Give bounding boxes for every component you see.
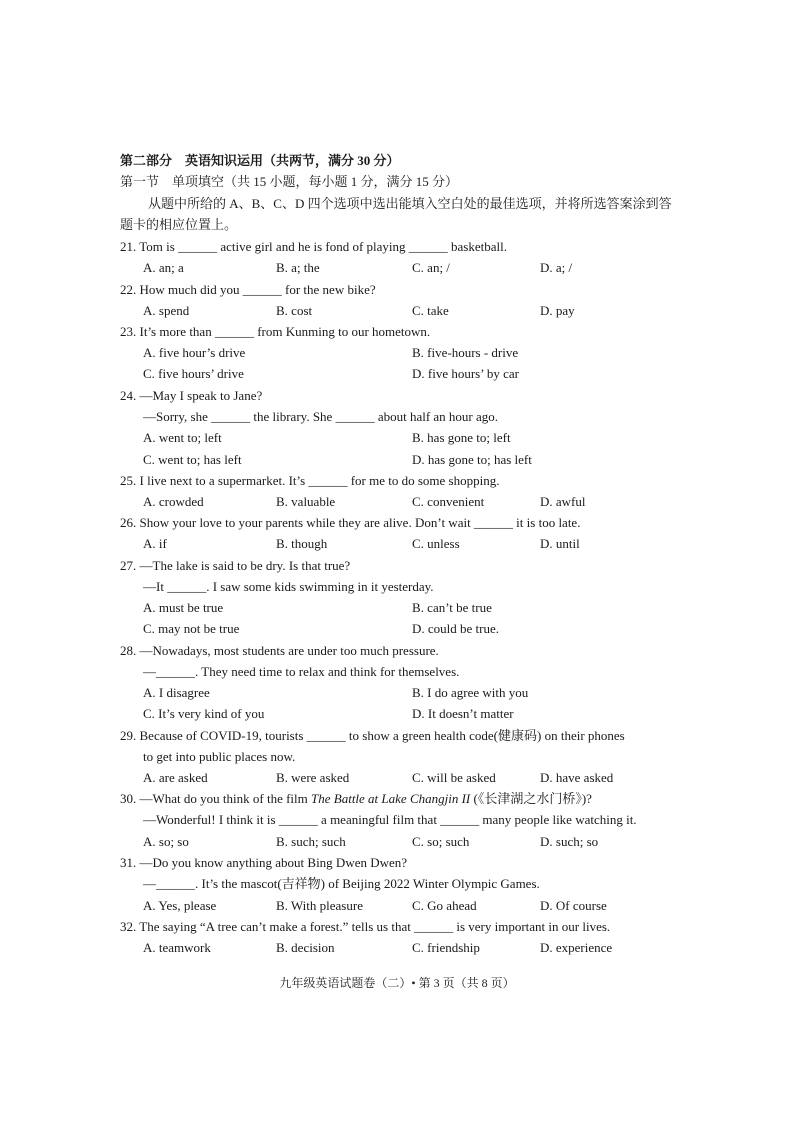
question-27-stem: 27. —The lake is said to be dry. Is that true? bbox=[120, 558, 351, 573]
q30-option-a: A. so; so bbox=[143, 834, 189, 849]
question-29-stem: 29. Because of COVID-19, tourists ______ to show a green health code(健康码) on their phones bbox=[120, 728, 625, 743]
q24-option-c: C. went to; has left bbox=[143, 452, 242, 467]
q28-option-d: D. It doesn’t matter bbox=[412, 706, 514, 721]
q21-option-b: B. a; the bbox=[276, 260, 320, 275]
q22-option-a: A. spend bbox=[143, 303, 190, 318]
q23-option-b: B. five-hours - drive bbox=[412, 345, 519, 360]
q27-option-b: B. can’t be true bbox=[412, 600, 492, 615]
q32-option-d: D. experience bbox=[540, 940, 613, 955]
q26-option-b: B. though bbox=[276, 536, 328, 551]
q32-option-b: B. decision bbox=[276, 940, 335, 955]
q25-option-d: D. awful bbox=[540, 494, 586, 509]
question-30-stem-line2: —Wonderful! I think it is ______ a meaningful film that ______ many people like watching it. bbox=[143, 812, 637, 827]
q24-option-a: A. went to; left bbox=[143, 430, 222, 445]
q21-option-d: D. a; / bbox=[540, 260, 573, 275]
question-29-stem-line2: to get into public places now. bbox=[143, 749, 296, 764]
q22-option-c: C. take bbox=[412, 303, 449, 318]
subsection-title: 第一节 单项填空（共 15 小题，每小题 1 分，满分 15 分） bbox=[120, 174, 459, 189]
question-24-stem-line2: —Sorry, she ______ the library. She ______ about half an hour ago. bbox=[143, 409, 499, 424]
page-footer: 九年级英语试题卷（二）• 第 3 页（共 8 页） bbox=[279, 976, 515, 990]
q21-option-a: A. an; a bbox=[143, 260, 184, 275]
question-31-stem: 31. —Do you know anything about Bing Dwen Dwen? bbox=[120, 855, 408, 870]
question-30-stem bbox=[120, 791, 592, 807]
q32-option-c: C. friendship bbox=[412, 940, 480, 955]
q23-option-c: C. five hours’ drive bbox=[143, 366, 244, 381]
q29-option-b: B. were asked bbox=[276, 770, 350, 785]
q29-option-a: A. are asked bbox=[143, 770, 208, 785]
q25-option-a: A. crowded bbox=[143, 494, 204, 509]
question-25-stem: 25. I live next to a supermarket. It’s ______ for me to do some shopping. bbox=[120, 473, 500, 488]
q30-option-b: B. such; such bbox=[276, 834, 346, 849]
q25-option-c: C. convenient bbox=[412, 494, 485, 509]
q31-option-d: D. Of course bbox=[540, 898, 607, 913]
q28-option-c: C. It’s very kind of you bbox=[143, 706, 265, 721]
film-title: The Battle at Lake Changjin II bbox=[311, 791, 471, 806]
q30-option-d: D. such; so bbox=[540, 834, 599, 849]
question-22-stem: 22. How much did you ______ for the new bike? bbox=[120, 282, 376, 297]
q31-option-c: C. Go ahead bbox=[412, 898, 477, 913]
q26-option-c: C. unless bbox=[412, 536, 460, 551]
q30-option-c: C. so; such bbox=[412, 834, 470, 849]
q21-option-c: C. an; / bbox=[412, 260, 450, 275]
question-30-stem-pre: 30. —What do you think of the film bbox=[120, 791, 312, 806]
q24-option-d: D. has gone to; has left bbox=[412, 452, 532, 467]
q27-option-c: C. may not be true bbox=[143, 621, 240, 636]
q26-option-d: D. until bbox=[540, 536, 580, 551]
question-23-stem: 23. It’s more than ______ from Kunming to our hometown. bbox=[120, 324, 431, 339]
q29-option-c: C. will be asked bbox=[412, 770, 496, 785]
question-28-stem: 28. —Nowadays, most students are under too much pressure. bbox=[120, 643, 439, 658]
question-26-stem: 26. Show your love to your parents while they are alive. Don’t wait ______ it is too late. bbox=[120, 515, 581, 530]
instructions: 从题中所给的 A、B、C、D 四个选项中选出能填入空白处的最佳选项，并将所选答案涂到答题卡的相应位置上。 bbox=[120, 196, 672, 232]
q22-option-d: D. pay bbox=[540, 303, 575, 318]
question-27-stem-line2: —It ______. I saw some kids swimming in it yesterday. bbox=[143, 579, 434, 594]
q28-option-a: A. I disagree bbox=[143, 685, 210, 700]
q31-option-a: A. Yes, please bbox=[143, 898, 217, 913]
q26-option-a: A. if bbox=[143, 536, 167, 551]
q27-option-d: D. could be true. bbox=[412, 621, 500, 636]
q27-option-a: A. must be true bbox=[143, 600, 224, 615]
q22-option-b: B. cost bbox=[276, 303, 313, 318]
q31-option-b: B. With pleasure bbox=[276, 898, 363, 913]
q23-option-a: A. five hour’s drive bbox=[143, 345, 246, 360]
q24-option-b: B. has gone to; left bbox=[412, 430, 511, 445]
q32-option-a: A. teamwork bbox=[143, 940, 211, 955]
q23-option-d: D. five hours’ by car bbox=[412, 366, 519, 381]
q29-option-d: D. have asked bbox=[540, 770, 614, 785]
question-24-stem: 24. —May I speak to Jane? bbox=[120, 388, 263, 403]
question-30-stem-post: (《长津湖之水门桥》)? bbox=[470, 791, 592, 806]
question-28-stem-line2: —______. They need time to relax and think for themselves. bbox=[143, 664, 460, 679]
question-32-stem: 32. The saying “A tree can’t make a forest.” tells us that ______ is very important in our lives. bbox=[120, 919, 611, 934]
question-31-stem-line2: —______. It’s the mascot(吉祥物) of Beijing 2022 Winter Olympic Games. bbox=[143, 876, 540, 891]
q28-option-b: B. I do agree with you bbox=[412, 685, 529, 700]
question-21-stem: 21. Tom is ______ active girl and he is fond of playing ______ basketball. bbox=[120, 239, 507, 254]
q25-option-b: B. valuable bbox=[276, 494, 336, 509]
part-title: 第二部分 英语知识运用（共两节，满分 30 分） bbox=[120, 153, 400, 168]
